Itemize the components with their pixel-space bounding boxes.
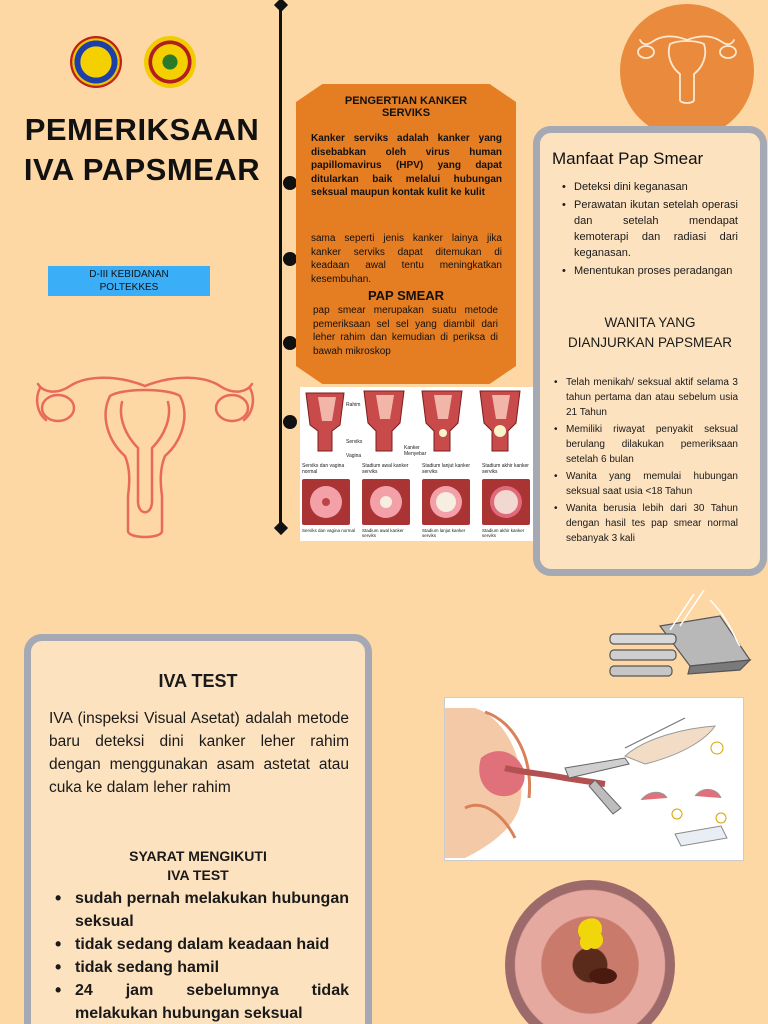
recommended-list: [552, 375, 738, 548]
timeline-dot: [283, 336, 297, 350]
definition-text: Kanker serviks adalah kanker yang disebabkan oleh virus human papillomavirus (HPV) yang dapat ditularkan baik melalui hubungan seksual maupun kontak kulit ke kulit: [311, 133, 502, 198]
stage-caption: Stadium akhir kanker serviks: [482, 528, 525, 538]
stage-caption: Stadium awal kanker serviks: [362, 528, 404, 538]
requirements-title: SYARAT MENGIKUTI IVA TEST: [129, 848, 267, 883]
stage-caption: Stadium akhir kanker serviks: [482, 463, 529, 475]
timeline-dot: [283, 176, 297, 190]
list-item: • Wanita berusia lebih dari 30 Tahun dengan hasil tes pap smear normal sebanyak 3 kali: [552, 501, 738, 546]
definition-note: sama seperti jenis kanker lainya jika kanker serviks dapat ditemukan di keadaan awal tentu meningkatkan kesembuhan.: [311, 233, 502, 285]
list-item: • Wanita yang memulai hubungan seksual saat usia <18 Tahun: [552, 469, 738, 499]
pelvic-exam-diagram: [444, 697, 744, 861]
iva-text: IVA (inspeksi Visual Asetat) adalah metode baru deteksi dini kanker leher rahim dengan menggunakan asam astetat atau cuka ke dalam leher rahim: [49, 710, 349, 796]
institution-logo-2: [144, 36, 196, 88]
stage-caption: Stadium awal kanker serviks: [362, 463, 409, 475]
timeline-dot: [283, 252, 297, 266]
stage-label: Kanker Menyebar: [404, 445, 427, 457]
timeline-cap-bottom: [273, 521, 287, 535]
iva-title: IVA TEST: [158, 671, 238, 691]
program-badge: D-III KEBIDANAN POLTEKKES: [48, 266, 210, 296]
stage-label: Vagina: [346, 453, 362, 459]
papsmear-text: pap smear merupakan suatu metode pemeriksaan sel sel yang diambil dari leher rahim dan kemudian di periksa di bawah mikroskop: [313, 305, 498, 357]
stage-caption: Serviks dan vagina normal: [302, 463, 345, 475]
list-item: • Telah menikah/ seksual aktif selama 3 tahun pertama dan atau sebelum usia 21 Tahun: [552, 375, 738, 420]
cervical-cancer-stages-image: [300, 387, 534, 541]
iva-test-panel: [24, 634, 372, 1024]
list-item: • 24 jam sebelumnya tidak melakukan hubungan seksual: [53, 979, 349, 1024]
list-item: • tidak sedang dalam keadaan haid: [53, 933, 349, 956]
papsmear-title: PAP SMEAR: [367, 288, 445, 303]
uterus-icon-circle: [620, 4, 754, 138]
uterus-illustration: [30, 356, 260, 546]
stage-label: Rahim: [346, 402, 361, 408]
list-item: • Deteksi dini keganasan: [560, 179, 738, 195]
benefits-list: [560, 179, 738, 281]
list-item: • sudah pernah melakukan hubungan seksual: [53, 887, 349, 933]
stage-caption: Stadium lanjut kanker serviks: [422, 463, 471, 475]
timeline-cap-top: [273, 0, 287, 12]
papsmear-benefits-panel: [533, 126, 767, 576]
institution-logo-1: [70, 36, 122, 88]
requirements-list: [53, 887, 349, 1024]
timeline-dot: [283, 415, 297, 429]
list-item: • Memiliki riwayat penyakit seksual berulang dilakukan pemeriksaan setelah 6 bulan: [552, 422, 738, 467]
list-item: • tidak sedang hamil: [53, 956, 349, 979]
stage-label: Serviks: [346, 439, 363, 445]
uterus-icon: [620, 4, 754, 138]
list-item: • Menentukan proses peradangan: [560, 263, 738, 279]
cervix-photo: [505, 880, 675, 1024]
stage-caption: Serviks dan vagina normal: [302, 528, 356, 533]
speculum-illustration: [600, 590, 760, 686]
recommended-title: WANITA YANG DIANJURKAN PAPSMEAR: [567, 315, 733, 350]
page-title: PEMERIKSAAN IVA PAPSMEAR: [23, 112, 261, 187]
benefits-title: Manfaat Pap Smear: [552, 149, 704, 168]
list-item: • Perawatan ikutan setelah operasi dan setelah mendapat kemoterapi dan radiasi dari keganasan.: [560, 197, 738, 261]
timeline-line: [279, 6, 282, 528]
stage-caption: Stadium lanjut kanker serviks: [422, 528, 466, 538]
definition-title: PENGERTIAN KANKER SERVIKS: [344, 95, 468, 119]
